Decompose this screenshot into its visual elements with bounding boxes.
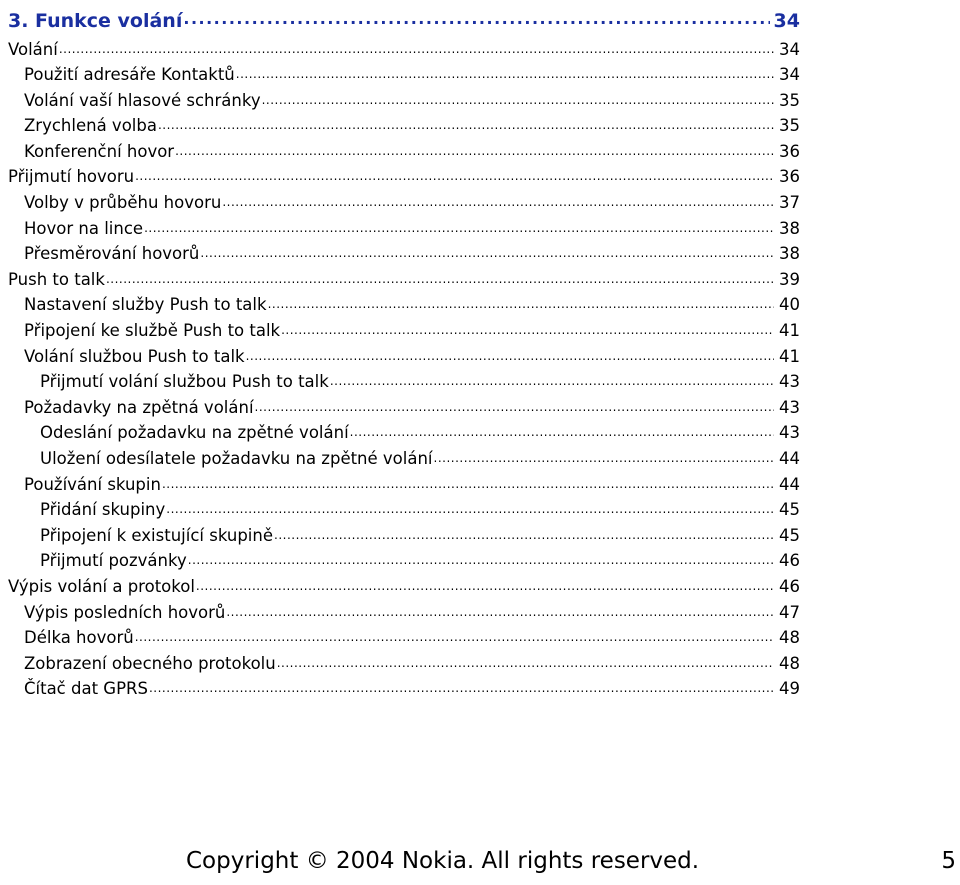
toc-entry-page-number: 46	[779, 576, 800, 596]
dot-leader	[59, 38, 774, 55]
toc-entry-label: Výpis volání a protokol	[8, 576, 195, 596]
toc-entry-page-number: 45	[779, 525, 800, 545]
toc-entry[interactable]	[8, 345, 800, 371]
toc-entry-page-number: 48	[779, 653, 800, 673]
toc-entry-label: Přesměrování hovorů	[24, 244, 200, 264]
toc-entry-label: Volby v průběhu hovoru	[24, 193, 222, 213]
dot-leader	[183, 8, 769, 27]
dot-leader	[158, 115, 774, 132]
toc-entries	[8, 38, 800, 703]
table-of-contents	[8, 8, 800, 703]
toc-entry-label: Přijmutí volání službou Push to talk	[40, 372, 329, 392]
toc-entry-page-number: 47	[779, 602, 800, 622]
toc-entry-page-number: 35	[779, 90, 800, 110]
toc-entry-label: Volání	[8, 39, 58, 59]
dot-leader	[144, 217, 774, 234]
chapter-heading[interactable]	[8, 8, 800, 38]
toc-entry[interactable]	[8, 192, 800, 218]
toc-entry-page-number: 36	[779, 167, 800, 187]
toc-entry[interactable]	[8, 268, 800, 294]
toc-entry-label: Odeslání požadavku na zpětné volání	[40, 423, 349, 443]
toc-entry-page-number: 38	[779, 244, 800, 264]
toc-entry-label: Zrychlená volba	[24, 116, 157, 136]
dot-leader	[246, 345, 774, 362]
dot-leader	[222, 192, 774, 209]
toc-entry-label: Volání vaší hlasové schránky	[24, 90, 261, 110]
copyright-notice: Copyright © 2004 Nokia. All rights reserved.	[186, 848, 700, 874]
toc-entry-label: Používání skupin	[24, 474, 161, 494]
toc-entry-page-number: 45	[779, 500, 800, 520]
dot-leader	[106, 268, 774, 285]
toc-entry-label: Použití adresáře Kontaktů	[24, 65, 235, 85]
chapter-title: 3. Funkce volání	[8, 10, 183, 32]
toc-entry-page-number: 49	[779, 679, 800, 699]
toc-entry-label: Nastavení služby Push to talk	[24, 295, 267, 315]
toc-entry-label: Volání službou Push to talk	[24, 346, 245, 366]
toc-entry[interactable]	[8, 89, 800, 115]
dot-leader	[255, 396, 774, 413]
toc-entry-page-number: 37	[779, 193, 800, 213]
dot-leader	[274, 524, 774, 541]
toc-entry-page-number: 44	[779, 474, 800, 494]
toc-entry[interactable]	[8, 396, 800, 422]
dot-leader	[281, 320, 774, 337]
toc-entry[interactable]	[8, 524, 800, 550]
dot-leader	[166, 499, 774, 516]
dot-leader	[175, 140, 774, 157]
toc-entry[interactable]	[8, 371, 800, 397]
toc-entry-page-number: 38	[779, 218, 800, 238]
toc-entry[interactable]	[8, 550, 800, 576]
toc-entry-page-number: 43	[779, 397, 800, 417]
toc-entry-label: Čítač dat GPRS	[24, 679, 148, 699]
toc-entry-page-number: 34	[779, 39, 800, 59]
toc-entry[interactable]	[8, 294, 800, 320]
toc-entry[interactable]	[8, 217, 800, 243]
toc-entry[interactable]	[8, 627, 800, 653]
dot-leader	[149, 678, 774, 695]
toc-entry-label: Hovor na lince	[24, 218, 144, 238]
toc-entry[interactable]	[8, 601, 800, 627]
dot-leader	[135, 166, 774, 183]
dot-leader	[236, 64, 774, 81]
toc-entry-label: Push to talk	[8, 269, 105, 289]
toc-entry[interactable]	[8, 652, 800, 678]
toc-entry[interactable]	[8, 473, 800, 499]
toc-entry[interactable]	[8, 448, 800, 474]
toc-entry-label: Přijmutí pozvánky	[40, 551, 187, 571]
dot-leader	[350, 422, 774, 439]
toc-entry-page-number: 41	[779, 346, 800, 366]
toc-entry[interactable]	[8, 575, 800, 601]
dot-leader	[162, 473, 774, 490]
dot-leader	[226, 601, 774, 618]
toc-entry[interactable]	[8, 64, 800, 90]
toc-entry[interactable]	[8, 115, 800, 141]
toc-entry-page-number: 43	[779, 423, 800, 443]
chapter-page-number: 34	[773, 10, 800, 32]
toc-entry-label: Výpis posledních hovorů	[24, 602, 226, 622]
toc-entry-label: Uložení odesílatele požadavku na zpětné volání	[40, 449, 433, 468]
toc-entry-label: Zobrazení obecného protokolu	[24, 653, 276, 673]
toc-entry-page-number: 43	[779, 372, 800, 392]
toc-entry-page-number: 41	[779, 321, 800, 341]
toc-entry-page-number: 44	[779, 449, 800, 468]
toc-entry-label: Konferenční hovor	[24, 141, 175, 161]
dot-leader	[188, 550, 774, 567]
toc-entry[interactable]	[8, 422, 800, 448]
dot-leader	[277, 652, 774, 669]
toc-entry[interactable]	[8, 140, 800, 166]
page-footer	[0, 848, 960, 884]
toc-entry-page-number: 40	[779, 295, 800, 315]
toc-entry[interactable]	[8, 166, 800, 192]
dot-leader	[268, 294, 774, 311]
toc-entry-label: Přijmutí hovoru	[8, 167, 135, 187]
toc-entry[interactable]	[8, 678, 800, 704]
toc-entry-label: Délka hovorů	[24, 628, 134, 648]
dot-leader	[200, 243, 774, 260]
toc-entry-label: Přidání skupiny	[40, 500, 166, 520]
toc-entry-page-number: 48	[779, 628, 800, 648]
toc-entry[interactable]	[8, 243, 800, 269]
toc-entry-label: Připojení ke službě Push to talk	[24, 321, 281, 341]
toc-entry[interactable]	[8, 320, 800, 346]
toc-entry-label: Připojení k existující skupině	[40, 525, 273, 545]
dot-leader	[196, 575, 774, 592]
dot-leader	[330, 371, 774, 388]
toc-entry-label: Požadavky na zpětná volání	[24, 397, 254, 417]
toc-entry-page-number: 34	[779, 65, 800, 85]
dot-leader	[135, 627, 774, 644]
toc-entry-page-number: 39	[779, 269, 800, 289]
toc-entry-page-number: 35	[779, 116, 800, 136]
dot-leader	[262, 89, 774, 106]
toc-entry-page-number: 46	[779, 551, 800, 571]
page-number: 5	[941, 848, 956, 874]
toc-entry-page-number: 36	[779, 141, 800, 161]
toc-entry[interactable]	[8, 499, 800, 525]
dot-leader	[434, 448, 774, 465]
toc-entry[interactable]	[8, 38, 800, 64]
